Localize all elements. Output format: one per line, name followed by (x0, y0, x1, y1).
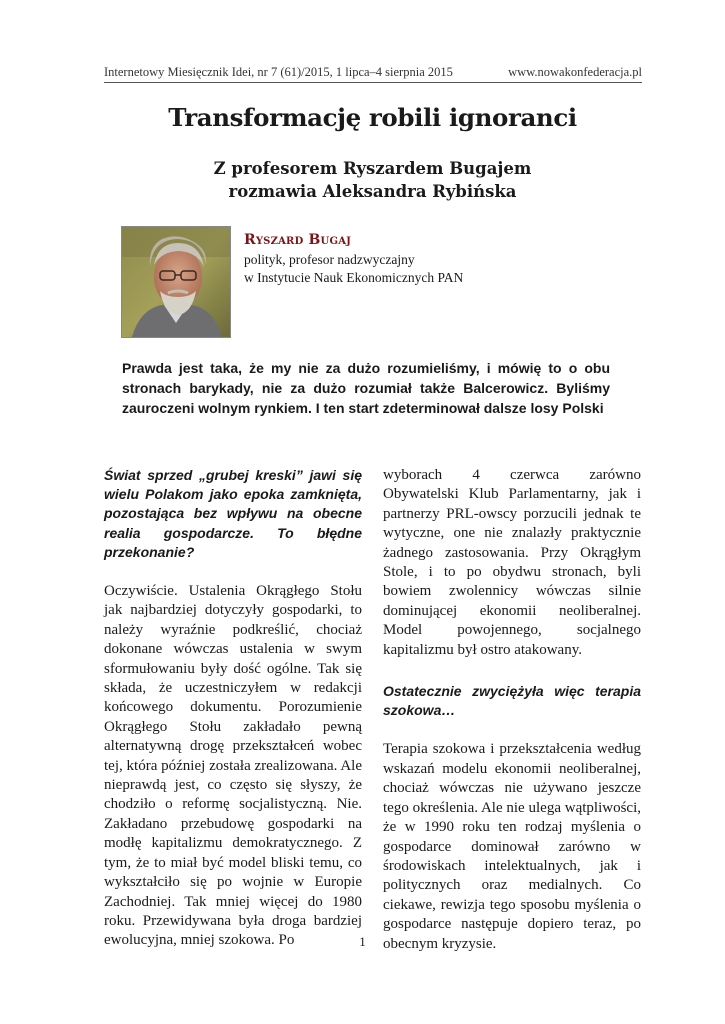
right-column (383, 466, 641, 954)
author-info (244, 232, 463, 287)
author-photo (121, 226, 231, 338)
spacer (383, 720, 641, 740)
author-description-line-1: polityk, profesor nadzwyczajny (244, 252, 415, 267)
lead-quote: Prawda jest taka, że my nie za dużo rozumieliśmy, i mówię to o obu stronach barykady, nie za dużo rozumiał także Balcerowicz. Byliśmy zauroczeni wolnym rynkiem. I ten start zdeterminował dalsze losy Polski (122, 360, 610, 416)
spacer (383, 660, 641, 682)
website-url[interactable]: www.nowakonfederacja.pl (508, 65, 642, 79)
article-title: Transformację robili ignoranci (168, 103, 577, 132)
page-number: 1 (359, 934, 366, 949)
subtitle-line-2: rozmawia Aleksandra Rybińska (228, 182, 517, 201)
author-description (244, 251, 463, 287)
subtitle-line-1: Z profesorem Ryszardem Bugajem (213, 159, 532, 178)
article-subtitle (60, 157, 685, 203)
left-column (104, 466, 362, 951)
interview-answer-2: Terapia szokowa i przekształcenia według wskazań modelu ekonomii neoliberalnej, chociaż wówczas nie używano jeszcze tego określenia. Ale nie ulega wątpliwości, że w 1990 roku ten rodzaj myślenia o gospodarce dominował zarówno w środowiskach intelektualnych, jak i politycznych oraz medialnych. Co ciekawe, rewizja tego sposobu myślenia o gospodarce następuje dopiero teraz, po obecnym kryzysie. (383, 741, 641, 952)
author-name: Ryszard Bugaj (244, 232, 352, 248)
interview-question-1: Świat sprzed „grubej kreski” jawi się wielu Polakom jako epoka zamknięta, pozostająca bez wpływu na obecne realia gospodarcze. To błędne przekonanie? (104, 467, 362, 560)
interview-answer-1-continued: wyborach 4 czerwca zarówno Obywatelski Klub Parlamentarny, jak i partnerzy PRL-owscy porzucili jednak te wytyczne, one nie znalazły praktycznie żadnego zastosowania. Przy Okrągłym Stole, i to po obydwu stronach, byli bowiem zwolennicy wówczas silnie dominującej ekonomii neoliberalnej. Model powojennego, socjalnego kapitalizmu był ostro atakowany. (383, 467, 641, 658)
author-description-line-2: w Instytucie Nauk Ekonomicznych PAN (244, 270, 464, 285)
interview-question-2: Ostatecznie zwyciężyła więc terapia szokowa… (383, 683, 641, 719)
interview-answer-1: Oczywiście. Ustalenia Okrągłego Stołu jak najbardziej dotyczyły gospodarki, to należy wyraźnie podkreślić, chociaż dokonane wówczas ustalenia w swym sformułowaniu były dość ogólne. Tak się składa, że uczestniczyłem w redakcji końcowego dokumentu. Porozumienie Okrągłego Stołu zakładało pewną alternatywną drogę przekształceń wobec tej, która później została zrealizowana. Ale nieprawdą jest, co często się słyszy, że chodziło o reformę socjalistyczną. Nie. Zakładano przebudowę gospodarki na modłę kapitalizmu demokratycznego. Z tym, że to miał być model bliski temu, co wykształciło się po wojnie w Europie Zachodniej. Tak mniej więcej do 1980 roku. Przewidywana była droga bardziej ewolucyjna, mniej szokowa. Po (104, 583, 362, 949)
running-header (104, 62, 642, 83)
journal-info: Internetowy Miesięcznik Idei, nr 7 (61)/2015, 1 lipca–4 sierpnia 2015 (104, 65, 453, 79)
spacer (104, 562, 362, 582)
